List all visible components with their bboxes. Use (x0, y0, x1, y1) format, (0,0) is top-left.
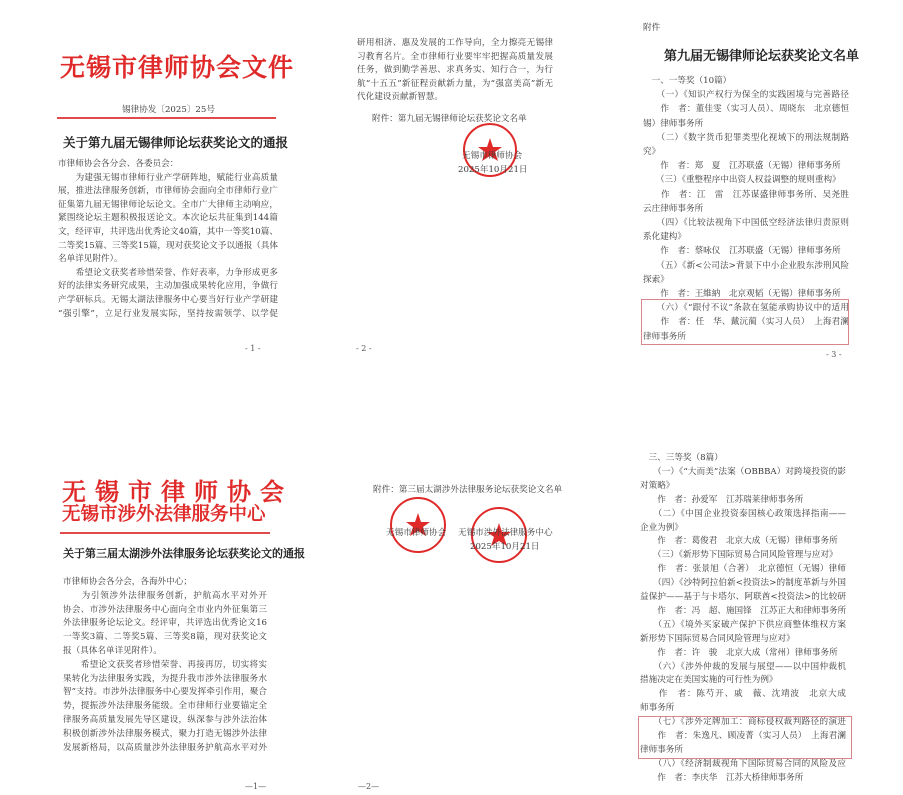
text-line: 智”支持。市涉外法律服务中心要发挥牵引作用，聚合 (63, 687, 267, 698)
text-line: 作 者：许 骏 北京大成（常州）律师事务所 (640, 647, 838, 658)
signature-2: 无锡市涉外法律服务中心 (458, 528, 553, 538)
text-line: 作 者：董佳雯（实习人员）、周晓东 北京德恒 (660, 104, 849, 115)
text-line: 外法律服务论坛论文。经评审，共评选出优秀论文16 (63, 618, 267, 629)
text-line: 作 者：蔡咏仪 江苏联盛（无锡）律师事务所 (643, 246, 841, 257)
text-line: 措施决定在美国实施的可行性为例》 (640, 675, 778, 686)
text-line: 作 者：任 华、戴沅蔺（实习人员） 上海君澜 (660, 317, 849, 328)
text-line: 积极创新涉外法律服务模式，聚力打造无锡涉外法律 (63, 728, 267, 739)
text-line: 律师事务所 (643, 331, 686, 342)
text-line: 报（具体名单详见附件）。 (63, 646, 162, 656)
text-line: （五）《境外买家破产保护下供应商整体维权方案 (657, 619, 846, 630)
text-line: 新形势下国际贸易合同风险管理与应对》 (640, 633, 795, 644)
text-line: 二等奖15篇、三等奖15篇，现对获奖论文予以通报（具体 (58, 240, 278, 251)
text-line: 师事务所 (640, 703, 675, 714)
text-line: 作 者：张景旭（合著） 北京德恒（无锡）律师 (657, 564, 846, 575)
text-line: 展，推进法律服务创新，市律师协会面向全市律师行业广 (58, 186, 278, 197)
text-line: 作 者：朱逸凡、顾凌菁（实习人员） 上海君澜 (657, 731, 846, 741)
text-line: 锡）律师事务所 (643, 118, 704, 129)
text-line: 果转化为法律服务实践，为提升我市涉外法律服务水 (63, 673, 267, 684)
document-number: 锡律协发〔2025〕25号 (122, 105, 215, 115)
text-line: 代化建设贡献新智慧。 (357, 92, 443, 103)
text-line: 作 者：孙爱军 江苏瑞莱律师事务所 (640, 494, 804, 505)
text-line: 任务，做到勤学善思、求真务实、知行合一，为行 (357, 65, 553, 76)
text-line: （四）《比较法视角下中国低空经济法律归责原则 (660, 218, 849, 228)
text-line: 研用相济、惠及发展的工作导向，全力擦亮无锡律 (357, 38, 553, 48)
text-line: 航“十五五”新征程贡献新力量，为“强富美高”新无 (357, 78, 553, 89)
text-line: （一）《“大而美”法案（OBBBA）对跨境投资的影 (657, 466, 846, 477)
text-line: 系化建构》 (643, 232, 686, 243)
text-line: 作 者：李庆华 江苏大桥律师事务所 (640, 772, 804, 783)
text-line: 作 者：陈芍开、戚 薇、沈靖波 北京大成 (658, 689, 846, 700)
attachment-note: 附件：第三届太湖涉外法律服务论坛获奖论文名单 (373, 485, 563, 495)
text-line: 究》 (643, 147, 661, 157)
text-line: 市律师协会各分会，各海外中心； (63, 577, 192, 587)
text-line: （三）《新形势下国际贸易合同风险管理与应对》 (640, 550, 838, 561)
text-line: 势，提振涉外法律服务能级。全市律师行业要锚定全 (63, 701, 267, 712)
text-line: （八）《经济制裁视角下国际贸易合同的风险及应 (657, 758, 846, 769)
attachment-note: 附件：第九届无锡律师论坛获奖论文名单 (372, 114, 527, 124)
page-number: - 2 - (356, 344, 372, 353)
text-line: 企业为例》 (640, 522, 683, 533)
text-line: 律师事务所 (640, 744, 683, 755)
text-line: 紧围绕论坛主题积极报送论文。本次论坛共征集到144篇 (58, 213, 278, 224)
text-line: 市律师协会各分会、各委员会： (58, 159, 179, 169)
text-line: 作 者：葛俊君 北京大成（无锡）律师事务所 (640, 536, 838, 547)
text-line: 作 者：冯 超、施国锋 江苏正大和律师事务所 (640, 605, 847, 616)
text-line: 律服务高质量发展先导区建设，纵深参与涉外法治体 (63, 715, 267, 725)
text-line: 作 者：郑 夏 江苏联盛（无锡）律师事务所 (643, 161, 841, 172)
text-line: （六）《涉外仲裁的发展与展望——以中国仲裁机 (657, 661, 846, 672)
attachment-label: 附件 (643, 23, 661, 33)
text-line: （二）《中国企业投资泰国核心政策选择指南—— (657, 508, 846, 519)
page-number: —2— (358, 782, 380, 791)
highlight-box (638, 716, 852, 759)
text-line: 为引领涉外法律服务创新，护航高水平对外开 (81, 590, 267, 601)
text-line: （七）《涉外定牌加工：商标侵权裁判路径的演进 (657, 717, 846, 728)
date: 2025年10月21日 (458, 165, 528, 175)
signature: 无锡市律师协会 (462, 151, 523, 161)
text-line: 名单详见附件）。 (58, 254, 123, 265)
text-line: 对策略》 (640, 480, 675, 491)
text-line: 产学研标兵。无锡太湖法律服务中心要当好行业产学研建 (58, 295, 278, 305)
text-line: 希望论文获奖者珍惜荣誉、再接再厉，切实将实 (80, 659, 267, 670)
text-line: 协会、市涉外法律服务中心面向全市业内外征集第三 (63, 604, 267, 615)
date: 2025年10月21日 (470, 542, 540, 552)
text-line: 作 者：王維納 北京观韬（无锡）律师事务所 (643, 289, 841, 299)
text-line: 云庄律师事务所 (643, 203, 704, 214)
text-line: （五）《新<公司法>背景下中小企业股东涉刑风险 (660, 260, 849, 271)
text-line: 益保护——基于与卡塔尔、阿联酋<投资法>的比较研 (640, 592, 846, 602)
text-line: （六）《“跟付不议”条款在氢能承购协议中的适用 (660, 303, 849, 314)
text-line: 三、三等奖（8篇） (640, 453, 723, 463)
text-line: （四）《沙特阿拉伯新<投资法>的制度革新与外国 (657, 578, 846, 589)
text-line: （一）《知识产权行为保全的实践困境与完善路径 (660, 90, 849, 101)
text-line: 希望论文获奖者珍惜荣誉、作好表率，力争形成更多 (75, 267, 278, 278)
text-line: “强引擎”，立足行业发展实际，坚持按需领学、以学促 (58, 308, 278, 319)
page-number: - 1 - (245, 344, 261, 353)
letterhead-title-2: 无锡市涉外法律服务中心 (62, 504, 266, 525)
text-line: 一等奖3篇、二等奖5篇、三等奖8篇，现对获奖论文 (63, 632, 267, 643)
text-line: 一、一等奖（10篇） (643, 76, 732, 86)
letterhead-title-1: 无锡市律师协会 (62, 477, 293, 506)
notice-heading: 关于第三届太湖涉外法律服务论坛获奖论文的通报 (63, 547, 305, 560)
text-line: 好的法律实务研究成果，主动加强成果转化应用，争做行 (58, 281, 278, 292)
text-line: 习教育名片。全市律师行业要牢牢把握高质量发展 (357, 51, 553, 62)
text-line: 征集第九届无锡律师论坛论文。全市广大律师主动响应， (58, 199, 278, 210)
text-line: 作 者：江 雷 江苏谋盛律师事务所、吴尧胜 (660, 189, 849, 200)
text-line: 发展新格局，以高质量涉外法律服务护航高水平对外 (63, 742, 267, 753)
signature-1: 无锡市律师协会 (386, 528, 447, 538)
text-line: （三）《重整程序中出资人权益调整的规则重构》 (643, 175, 841, 186)
page-number: —1— (245, 782, 267, 791)
text-line: （二）《数字货币犯罪类型化视域下的刑法规制路 (660, 132, 849, 143)
page-number: - 3 - (826, 350, 842, 359)
text-line: 探索》 (643, 274, 669, 285)
letterhead-title: 无锡市律师协会文件 (60, 53, 295, 82)
text-line: 文，经评审，共评选出优秀论文40篇，其中一等奖10篇、 (58, 227, 278, 237)
text-line: 为建强无锡市律师行业产学研阵地，赋能行业高质量 (75, 172, 278, 183)
list-title: 第九届无锡律师论坛获奖论文名单 (664, 49, 860, 64)
notice-heading: 关于第九届无锡律师论坛获奖论文的通报 (63, 135, 289, 150)
